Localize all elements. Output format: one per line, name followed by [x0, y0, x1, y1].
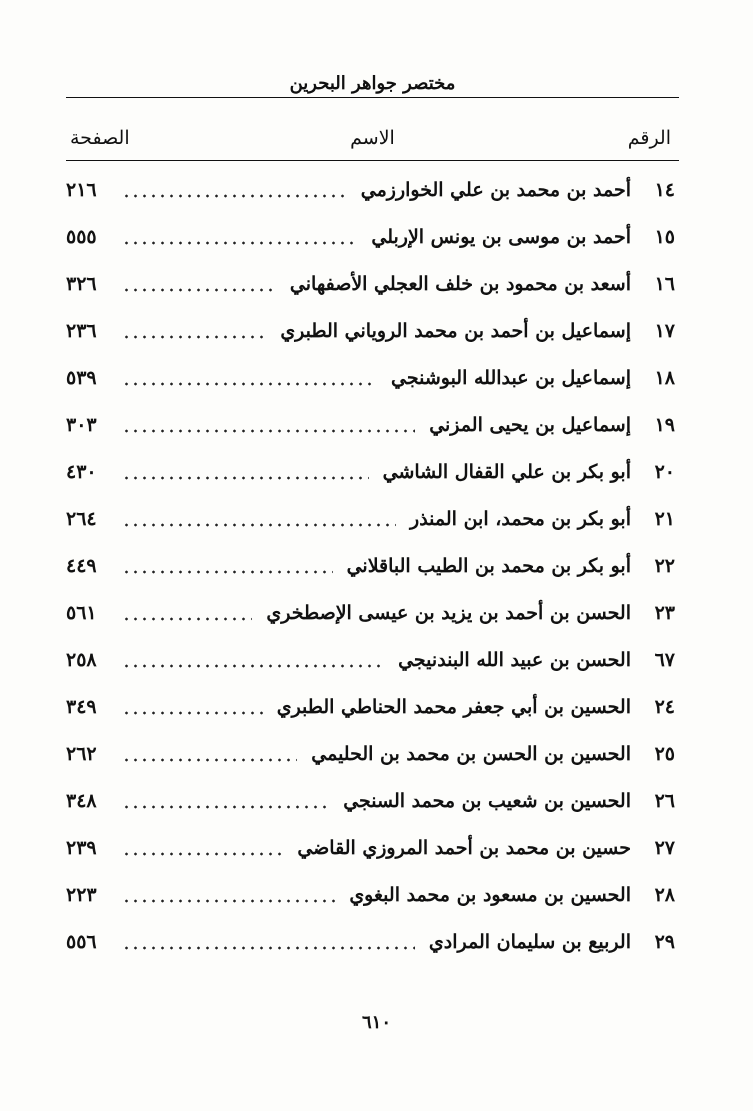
entry-number: ٢٣ — [654, 601, 675, 624]
dot-leader — [122, 932, 415, 951]
entry-page: ٢٦٢ — [66, 742, 97, 765]
entry-name: أبو بكر بن علي القفال الشاشي — [382, 460, 631, 483]
entry-page: ٥٥٥ — [66, 225, 97, 248]
dot-leader — [122, 509, 396, 528]
index-entry — [66, 683, 679, 730]
entry-number: ١٨ — [654, 366, 675, 389]
entry-page: ٣٠٣ — [66, 413, 97, 436]
dot-leader — [122, 744, 297, 763]
index-entry — [66, 260, 679, 307]
entry-name: الحسين بن الحسن بن محمد بن الحليمي — [311, 742, 631, 765]
entry-number: ١٦ — [654, 272, 675, 295]
dot-leader — [122, 321, 266, 340]
entry-number: ١٧ — [654, 319, 675, 342]
index-entry — [66, 824, 679, 871]
dot-leader — [122, 556, 333, 575]
entry-name: أسعد بن محمود بن خلف العجلي الأصفهاني — [289, 272, 631, 295]
entry-number: ٢٥ — [654, 742, 675, 765]
entry-page: ٢٢٣ — [66, 883, 97, 906]
entry-number: ١٤ — [654, 178, 675, 201]
dot-leader — [122, 838, 283, 857]
dot-leader — [122, 603, 252, 622]
index-entry — [66, 401, 679, 448]
dot-leader — [122, 650, 384, 669]
column-header-number: الرقم — [627, 127, 671, 149]
column-header-name: الاسم — [350, 127, 395, 149]
entry-page: ٥٣٩ — [66, 366, 97, 389]
entry-name: إسماعيل بن أحمد بن محمد الروياني الطبري — [280, 319, 631, 342]
entry-number: ٢٩ — [654, 930, 675, 953]
index-entry — [66, 918, 679, 965]
entry-number: ٢٧ — [654, 836, 675, 859]
entry-page: ٢٥٨ — [66, 648, 97, 671]
index-entry — [66, 354, 679, 401]
page-number: ٦١٠ — [361, 1012, 391, 1033]
entry-page: ٤٤٩ — [66, 554, 97, 577]
entry-name: أبو بكر بن محمد، ابن المنذر — [410, 507, 631, 530]
entry-page: ٣٢٦ — [66, 272, 97, 295]
entry-page: ٥٥٦ — [66, 930, 97, 953]
index-entry — [66, 166, 679, 213]
entry-page: ٢٣٩ — [66, 836, 97, 859]
entry-number: ٢٠ — [654, 460, 675, 483]
dot-leader — [122, 791, 329, 810]
index-entry — [66, 636, 679, 683]
entry-name: الحسين بن أبي جعفر محمد الحناطي الطبري — [276, 695, 631, 718]
entry-number: ٢٤ — [654, 695, 675, 718]
index-entry — [66, 307, 679, 354]
index-entry — [66, 730, 679, 777]
index-entry — [66, 871, 679, 918]
entry-number: ١٥ — [654, 225, 675, 248]
entry-page: ٤٣٠ — [66, 460, 97, 483]
index-entry — [66, 448, 679, 495]
entry-name: إسماعيل بن يحيى المزني — [429, 413, 631, 436]
entry-page: ٣٤٩ — [66, 695, 97, 718]
entry-page: ٣٤٨ — [66, 789, 97, 812]
entry-name: الحسن بن أحمد بن يزيد بن عيسى الإصطخري — [266, 601, 631, 624]
entry-name: إسماعيل بن عبدالله البوشنجي — [391, 366, 631, 389]
index-entry — [66, 589, 679, 636]
running-header: مختصر جواهر البحرين — [289, 73, 456, 94]
entry-page: ٢٦٤ — [66, 507, 97, 530]
entry-number: ٦٧ — [654, 648, 675, 671]
dot-leader — [122, 697, 263, 716]
dot-leader — [122, 227, 357, 246]
dot-leader — [122, 885, 335, 904]
entry-name: الربيع بن سليمان المرادي — [428, 930, 631, 953]
dot-leader — [122, 462, 369, 481]
entry-name: الحسين بن مسعود بن محمد البغوي — [349, 883, 631, 906]
dot-leader — [122, 274, 276, 293]
entry-name: أحمد بن محمد بن علي الخوارزمي — [360, 178, 631, 201]
column-header-rule — [66, 160, 679, 161]
dot-leader — [122, 415, 415, 434]
index-entries — [66, 166, 679, 965]
entry-page: ٥٦١ — [66, 601, 97, 624]
entry-number: ٢٨ — [654, 883, 675, 906]
entry-number: ١٩ — [654, 413, 675, 436]
index-entry — [66, 777, 679, 824]
entry-name: أبو بكر بن محمد بن الطيب الباقلاني — [346, 554, 631, 577]
entry-number: ٢٢ — [654, 554, 675, 577]
dot-leader — [122, 368, 377, 387]
entry-number: ٢٦ — [654, 789, 675, 812]
entry-name: أحمد بن موسى بن يونس الإربلي — [371, 225, 631, 248]
column-header-page: الصفحة — [70, 127, 130, 149]
index-entry — [66, 213, 679, 260]
entry-number: ٢١ — [654, 507, 675, 530]
entry-page: ٢٣٦ — [66, 319, 97, 342]
entry-page: ٢١٦ — [66, 178, 97, 201]
column-headers — [66, 122, 679, 154]
index-entry — [66, 495, 679, 542]
entry-name: حسين بن محمد بن أحمد المروزي القاضي — [297, 836, 631, 859]
entry-name: الحسن بن عبيد الله البندنيجي — [398, 648, 631, 671]
dot-leader — [122, 180, 347, 199]
entry-name: الحسين بن شعيب بن محمد السنجي — [343, 789, 631, 812]
index-entry — [66, 542, 679, 589]
header-rule — [66, 97, 679, 98]
